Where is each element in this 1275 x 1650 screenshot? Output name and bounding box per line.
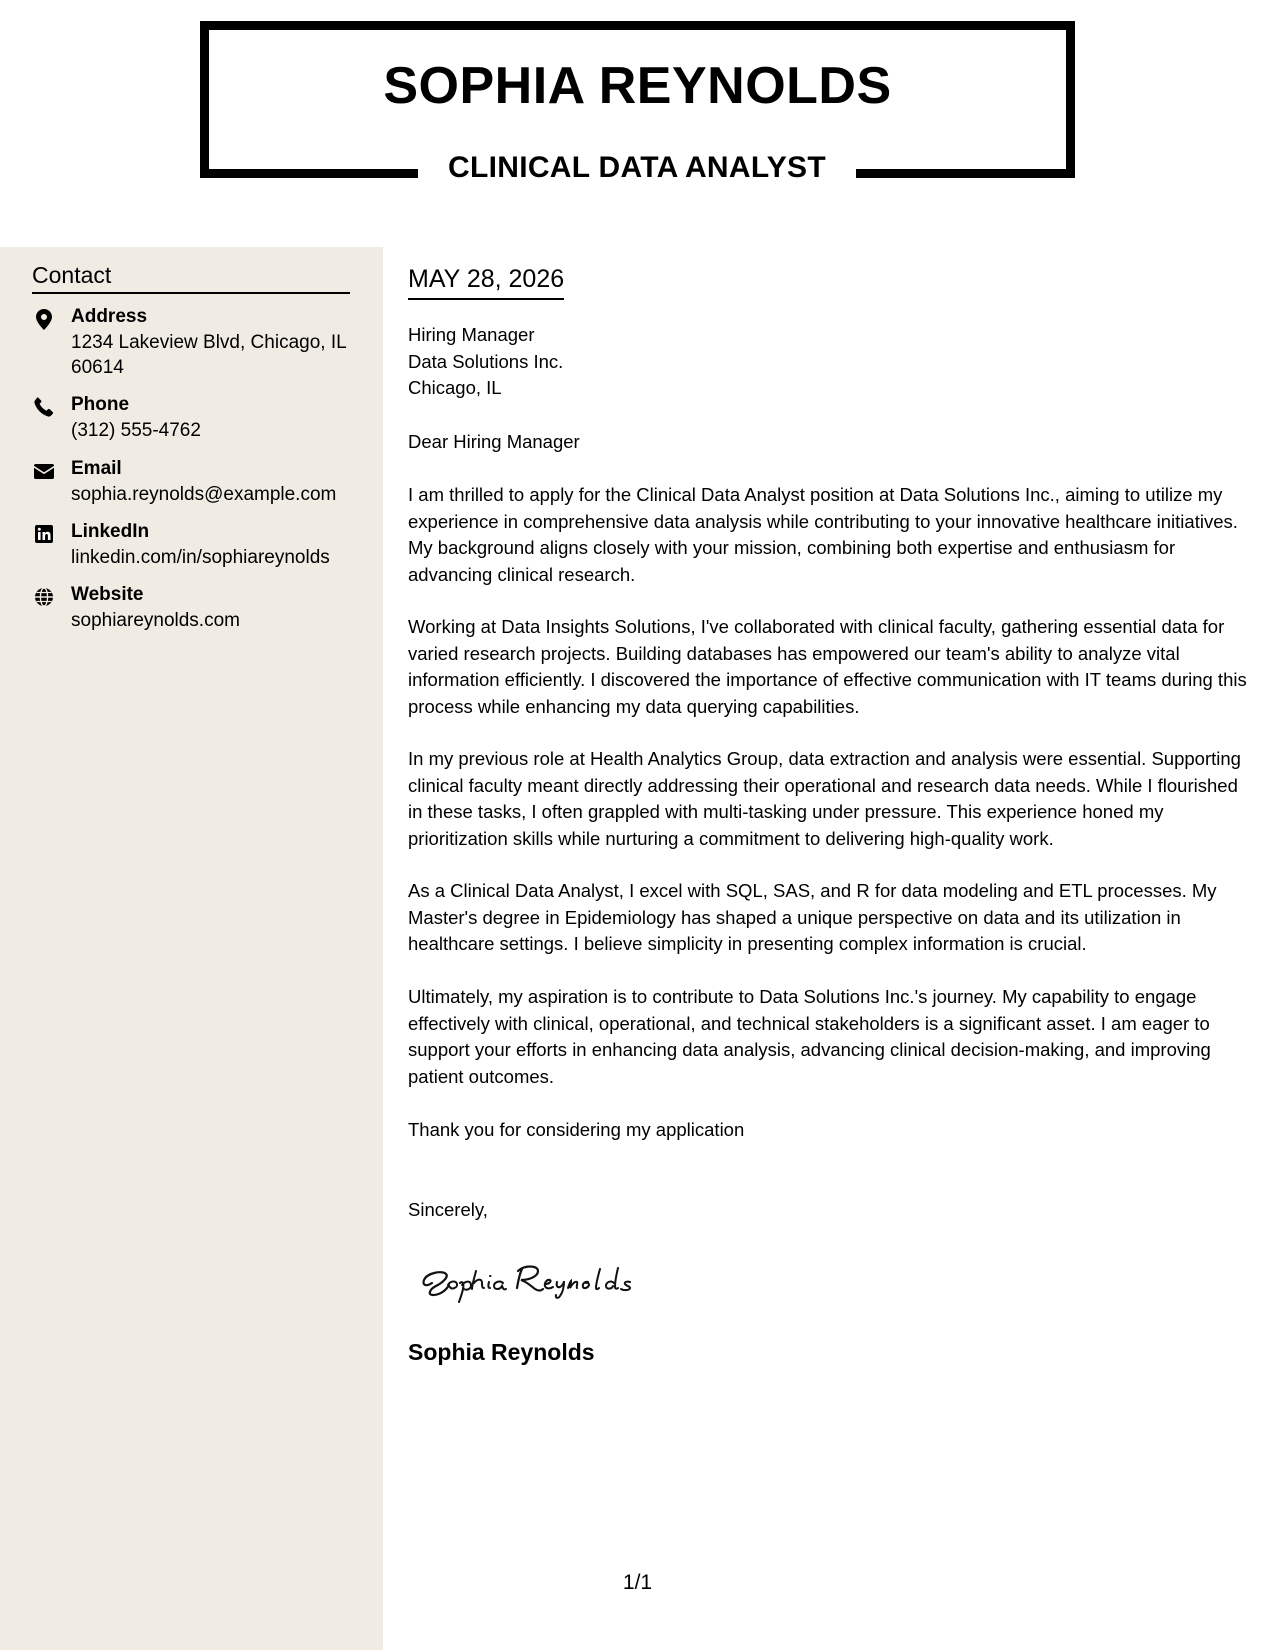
closing-sincerely: Sincerely, (408, 1199, 488, 1220)
contact-label: Website (71, 584, 144, 605)
phone-icon (32, 395, 56, 419)
job-title: CLINICAL DATA ANALYST (448, 151, 826, 184)
linkedin-icon (32, 522, 56, 546)
letter-paragraph: Working at Data Insights Solutions, I've collaborated with clinical faculty, gathering essential data for varied research projects. Building databases has empowered our team's ability to analyze vital information efficiently. I discovered the importance of effective communication with IT teams during this process while enhancing my data querying capabilities. (408, 616, 1247, 717)
recipient-line: Data Solutions Inc. (408, 350, 564, 372)
letter-paragraph: Ultimately, my aspiration is to contribute to Data Solutions Inc.'s journey. My capability to engage effectively with clinical, operational, and technical stakeholders is a significant asset. I am eager to support your efforts in enhancing data analysis, advancing clinical decision-making, and improving patient outcomes. (408, 986, 1211, 1087)
applicant-name: SOPHIA REYNOLDS (383, 57, 892, 115)
contact-value: sophiareynolds.com (71, 610, 240, 631)
globe-icon (32, 585, 56, 609)
envelope-icon (32, 459, 56, 483)
contact-label: Phone (71, 394, 130, 415)
contact-heading: Contact (32, 262, 350, 294)
salutation: Dear Hiring Manager (408, 431, 580, 452)
contact-value: sophia.reynolds@example.com (71, 484, 337, 505)
letter-paragraph: As a Clinical Data Analyst, I excel with SQL, SAS, and R for data modeling and ETL processes. My Master's degree in Epidemiology has shaped a unique perspective on data and its utilization in healthcare settings. I believe simplicity in presenting complex information is crucial. (408, 880, 1217, 954)
handwritten-signature (418, 1247, 668, 1311)
contact-value: 1234 Lakeview Blvd, Chicago, IL 60614 (71, 332, 346, 378)
contact-sidebar (0, 247, 383, 1650)
contact-value: (312) 555-4762 (71, 420, 201, 441)
letter-paragraph: I am thrilled to apply for the Clinical Data Analyst position at Data Solutions Inc., aiming to utilize my experience in comprehensive data analysis while contributing to your innovative healthcare initiatives. My background aligns closely with your mission, combining both expertise and enthusiasm for advancing clinical research. (408, 484, 1238, 585)
letter-date: MAY 28, 2026 (408, 264, 564, 300)
letter-paragraph: In my previous role at Health Analytics Group, data extraction and analysis were essential. Supporting clinical faculty meant directly addressing their operational and research data needs. While I flourished in these tasks, I often grappled with multi-tasking under pressure. This experience honed my prioritization skills while nurturing a commitment to delivering high-quality work. (408, 748, 1241, 849)
contact-label: Address (71, 306, 148, 327)
closing-thanks: Thank you for considering my application (408, 1119, 745, 1140)
signer-name: Sophia Reynolds (408, 1339, 595, 1365)
contact-label: Email (71, 458, 122, 479)
contact-value: linkedin.com/in/sophiareynolds (71, 547, 330, 568)
recipient-line: Chicago, IL (408, 377, 502, 398)
recipient-line: Hiring Manager (408, 324, 535, 345)
page-number: 1/1 (622, 1571, 653, 1594)
recipient-block (408, 322, 1248, 402)
location-pin-icon (32, 307, 56, 331)
contact-label: LinkedIn (71, 521, 150, 542)
